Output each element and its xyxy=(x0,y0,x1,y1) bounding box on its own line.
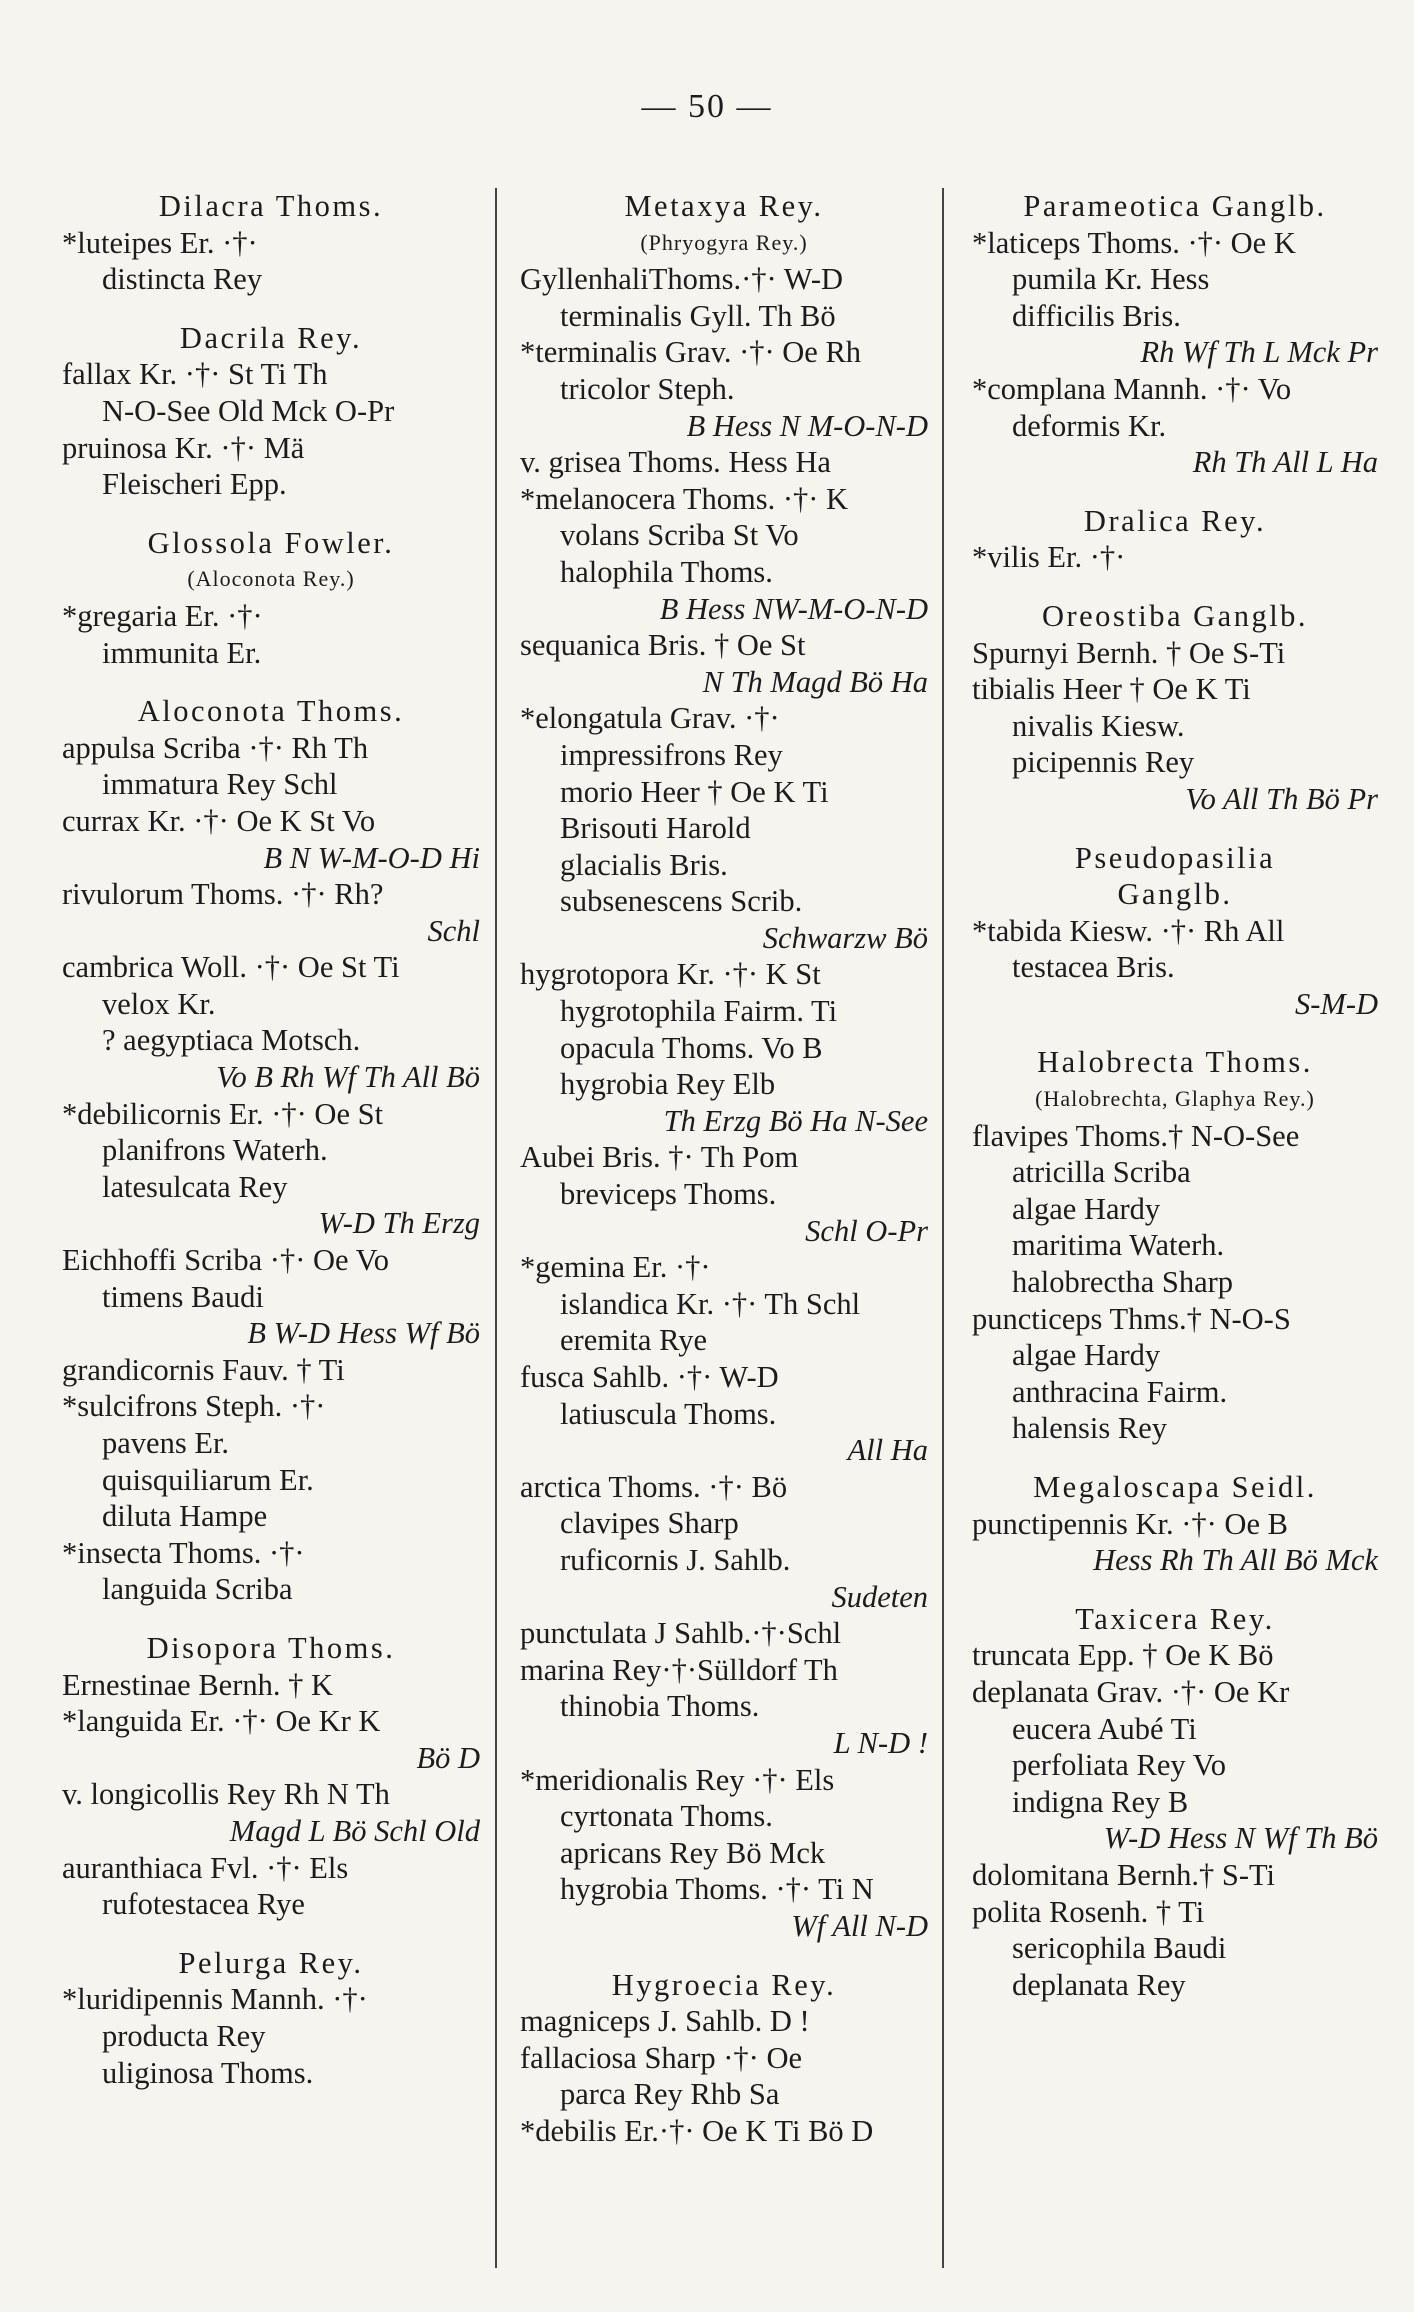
species-entry: *elongatula Grav. ·†· xyxy=(520,701,780,736)
species-entry-sub: picipennis Rey xyxy=(1012,745,1195,780)
species-entry-sub: languida Scriba xyxy=(102,1572,293,1607)
species-entry: *luteipes Er. ·†· xyxy=(62,225,258,260)
genus-heading: Pseudopasilia xyxy=(1074,840,1276,875)
species-entry: rivulorum Thoms. ·†· Rh? xyxy=(62,877,384,912)
species-entry: *insecta Thoms. ·†· xyxy=(62,1535,305,1570)
distribution-line: Magd L Bö Schl Old xyxy=(229,1813,480,1848)
distribution-line: Wf All N-D xyxy=(791,1908,928,1943)
species-entry-sub: halobrectha Sharp xyxy=(1012,1265,1234,1300)
species-entry: *melanocera Thoms. ·†· K xyxy=(520,481,849,516)
spacer xyxy=(972,576,1378,598)
distribution-line: B Hess N M-O-N-D xyxy=(686,408,928,443)
genus-heading: Dralica Rey. xyxy=(1083,503,1267,538)
species-entry: currax Kr. ·†· Oe K St Vo xyxy=(62,803,376,838)
column-1 xyxy=(62,188,480,2272)
genus-heading: Metaxya Rey. xyxy=(624,189,824,223)
species-entry-sub: sericophila Baudi xyxy=(1012,1931,1227,1966)
genus-heading: Ganglb. xyxy=(1117,877,1233,912)
distribution-line: Vo B Rh Wf Th All Bö xyxy=(216,1060,480,1095)
species-entry: *gregaria Er. ·†· xyxy=(62,598,263,633)
species-entry-sub: tricolor Steph. xyxy=(560,371,735,406)
species-entry: grandicornis Fauv. † Ti xyxy=(62,1352,345,1387)
species-entry-sub: eremita Rye xyxy=(560,1323,707,1358)
spacer xyxy=(62,298,480,320)
genus-heading: Megaloscapa Seidl. xyxy=(1033,1470,1317,1504)
species-entry: fallaciosa Sharp ·†· Oe xyxy=(520,2040,803,2075)
species-entry: flavipes Thoms.† N-O-See xyxy=(972,1118,1300,1153)
species-entry: polita Rosenh. † Ti xyxy=(972,1894,1205,1929)
spacer xyxy=(62,1923,480,1945)
distribution-line: Schl O-Pr xyxy=(805,1213,928,1248)
species-entry: pruinosa Kr. ·†· Mä xyxy=(62,430,305,465)
species-entry: *debilis Er.·†· Oe K Ti Bö D xyxy=(520,2113,874,2148)
species-entry-sub: ruficornis J. Sahlb. xyxy=(560,1542,791,1577)
species-entry-sub: islandica Kr. ·†· Th Schl xyxy=(560,1286,861,1321)
species-entry-sub: nivalis Kiesw. xyxy=(1012,708,1185,743)
species-entry: *complana Mannh. ·†· Vo xyxy=(972,371,1292,406)
species-entry-sub: latiuscula Thoms. xyxy=(560,1396,777,1431)
species-entry: Eichhoffi Scriba ·†· Oe Vo xyxy=(62,1243,389,1278)
species-entry-sub: subsenescens Scrib. xyxy=(560,884,803,919)
spacer xyxy=(972,481,1378,503)
species-entry-sub: apricans Rey Bö Mck xyxy=(560,1835,826,1870)
species-entry-sub: halophila Thoms. xyxy=(560,554,773,589)
species-entry-sub: cyrtonata Thoms. xyxy=(560,1799,773,1834)
species-entry-sub: difficilis Bris. xyxy=(1012,298,1181,333)
spacer xyxy=(972,1447,1378,1469)
species-entry-sub: terminalis Gyll. Th Bö xyxy=(560,298,836,333)
species-entry: appulsa Scriba ·†· Rh Th xyxy=(62,730,369,765)
species-entry-sub: perfoliata Rey Vo xyxy=(1012,1748,1227,1783)
spacer xyxy=(972,818,1378,840)
species-entry: arctica Thoms. ·†· Bö xyxy=(520,1469,788,1504)
species-entry-sub: hygrobia Rey Elb xyxy=(560,1067,776,1102)
species-entry-sub: volans Scriba St Vo xyxy=(560,518,799,553)
species-entry-sub: distincta Rey xyxy=(102,262,263,297)
species-entry-sub: algae Hardy xyxy=(1012,1191,1161,1226)
species-entry-sub: indigna Rey B xyxy=(1012,1784,1189,1819)
species-entry-sub: glacialis Bris. xyxy=(560,847,728,882)
species-entry: *luridipennis Mannh. ·†· xyxy=(62,1982,368,2017)
spacer xyxy=(972,1579,1378,1601)
species-entry: puncticeps Thms.† N-O-S xyxy=(972,1301,1291,1336)
synonym-note: (Aloconota Rey.) xyxy=(187,566,355,592)
distribution-line: L N-D ! xyxy=(833,1725,928,1760)
column-divider xyxy=(942,188,944,2268)
distribution-line: Th Erzg Bö Ha N-See xyxy=(663,1103,928,1138)
species-entry: fusca Sahlb. ·†· W-D xyxy=(520,1360,779,1394)
species-entry: fallax Kr. ·†· St Ti Th xyxy=(62,357,328,392)
species-entry: punctipennis Kr. ·†· Oe B xyxy=(972,1506,1288,1541)
species-entry: auranthiaca Fvl. ·†· Els xyxy=(62,1850,349,1885)
distribution-line: B N W-M-O-D Hi xyxy=(263,840,480,875)
spacer xyxy=(520,1945,928,1967)
species-entry-sub: algae Hardy xyxy=(1012,1338,1161,1373)
column-2 xyxy=(520,188,928,2272)
species-entry-sub: immatura Rey Schl xyxy=(102,767,338,802)
distribution-line: N Th Magd Bö Ha xyxy=(702,664,928,699)
distribution-line: All Ha xyxy=(847,1433,928,1468)
species-entry-sub: anthracina Fairm. xyxy=(1012,1374,1228,1409)
genus-heading: Dacrila Rey. xyxy=(179,320,363,355)
species-entry-sub: thinobia Thoms. xyxy=(560,1689,760,1724)
species-entry-sub: planifrons Waterh. xyxy=(102,1133,328,1168)
species-entry-sub: ? aegyptiaca Motsch. xyxy=(102,1023,361,1058)
spacer xyxy=(62,503,480,525)
species-entry-sub: parca Rey Rhb Sa xyxy=(560,2077,780,2112)
species-entry: deplanata Grav. ·†· Oe Kr xyxy=(972,1674,1290,1709)
species-entry-sub: testacea Bris. xyxy=(1012,950,1175,985)
species-entry: v. grisea Thoms. Hess Ha xyxy=(520,445,831,480)
species-entry: *debilicornis Er. ·†· Oe St xyxy=(62,1096,384,1131)
species-entry: dolomitana Bernh.† S-Ti xyxy=(972,1857,1276,1892)
species-entry-sub: eucera Aubé Ti xyxy=(1012,1711,1197,1746)
species-entry-sub: atricilla Scriba xyxy=(1012,1155,1191,1190)
species-entry-sub: morio Heer † Oe K Ti xyxy=(560,774,829,809)
spacer xyxy=(62,1608,480,1630)
column-divider xyxy=(495,188,497,2268)
species-entry-sub: immunita Er. xyxy=(102,635,262,670)
species-entry-sub: opacula Thoms. Vo B xyxy=(560,1030,823,1065)
genus-heading: Pelurga Rey. xyxy=(178,1945,364,1980)
spacer xyxy=(972,1022,1378,1044)
species-entry: tibialis Heer † Oe K Ti xyxy=(972,672,1251,707)
species-entry-sub: hygrobia Thoms. ·†· Ti N xyxy=(560,1872,874,1907)
species-entry-sub: timens Baudi xyxy=(102,1279,264,1314)
species-entry-sub: rufotestacea Rye xyxy=(102,1887,305,1922)
species-entry: hygrotopora Kr. ·†· K St xyxy=(520,957,821,992)
distribution-line: Bö D xyxy=(416,1740,480,1775)
species-entry-sub: N-O-See Old Mck O-Pr xyxy=(102,393,395,428)
species-entry: *meridionalis Rey ·†· Els xyxy=(520,1762,835,1797)
page-number: — 50 — xyxy=(641,88,773,125)
species-entry: *sulcifrons Steph. ·†· xyxy=(62,1389,326,1424)
species-entry: *tabida Kiesw. ·†· Rh All xyxy=(972,913,1285,948)
species-entry-sub: Brisouti Harold xyxy=(560,811,751,846)
distribution-line: W-D Hess N Wf Th Bö xyxy=(1103,1821,1378,1856)
species-entry-sub: latesulcata Rey xyxy=(102,1169,288,1204)
distribution-line: Schl xyxy=(427,913,480,948)
genus-heading: Oreostiba Ganglb. xyxy=(1041,598,1309,633)
synonym-note: (Halobrechta, Glaphya Rey.) xyxy=(1035,1086,1315,1112)
species-entry-sub: velox Kr. xyxy=(102,986,216,1021)
distribution-line: Schwarzw Bö xyxy=(762,920,928,955)
species-entry-sub: breviceps Thoms. xyxy=(560,1177,777,1212)
genus-heading: Taxicera Rey. xyxy=(1075,1601,1275,1636)
spacer xyxy=(62,671,480,693)
species-entry: Aubei Bris. †· Th Pom xyxy=(520,1140,799,1175)
species-entry-sub: quisquiliarum Er. xyxy=(102,1462,314,1497)
genus-heading: Aloconota Thoms. xyxy=(137,694,405,729)
species-entry-sub: pumila Kr. Hess xyxy=(1012,262,1210,297)
species-entry-sub: deplanata Rey xyxy=(1012,1967,1186,2002)
species-entry: truncata Epp. † Oe K Bö xyxy=(972,1638,1274,1673)
column-3 xyxy=(972,188,1378,2272)
distribution-line: Vo All Th Bö Pr xyxy=(1185,781,1378,816)
distribution-line: Rh Th All L Ha xyxy=(1192,445,1378,480)
species-entry: magniceps J. Sahlb. D ! xyxy=(520,2004,810,2039)
genus-heading: Glossola Fowler. xyxy=(147,525,395,560)
genus-heading: Halobrecta Thoms. xyxy=(1037,1045,1313,1080)
genus-heading: Dilacra Thoms. xyxy=(158,189,384,223)
species-entry-sub: deformis Kr. xyxy=(1012,408,1167,443)
species-entry-sub: pavens Er. xyxy=(102,1426,230,1460)
genus-heading: Disopora Thoms. xyxy=(146,1630,396,1665)
distribution-line: Rh Wf Th L Mck Pr xyxy=(1140,335,1378,370)
species-entry-sub: halensis Rey xyxy=(1012,1411,1168,1446)
species-entry-sub: uliginosa Thoms. xyxy=(102,2055,314,2090)
genus-heading: Parameotica Ganglb. xyxy=(1023,189,1327,223)
distribution-line: Hess Rh Th All Bö Mck xyxy=(1093,1543,1378,1578)
synonym-note: (Phryogyra Rey.) xyxy=(640,229,808,255)
species-entry-sub: hygrotophila Fairm. Ti xyxy=(560,994,838,1029)
species-entry: *languida Er. ·†· Oe Kr K xyxy=(62,1704,381,1739)
species-entry: *laticeps Thoms. ·†· Oe K xyxy=(972,225,1296,260)
species-entry-sub: clavipes Sharp xyxy=(560,1506,739,1541)
species-entry: *vilis Er. ·†· xyxy=(972,540,1126,575)
species-entry-sub: maritima Waterh. xyxy=(1012,1228,1225,1263)
distribution-line: W-D Th Erzg xyxy=(318,1206,480,1241)
genus-heading: Hygroecia Rey. xyxy=(611,1967,837,2002)
species-entry: GyllenhaliThoms.·†· W-D xyxy=(520,262,844,297)
species-entry: *gemina Er. ·†· xyxy=(520,1250,711,1285)
species-entry: sequanica Bris. † Oe St xyxy=(520,628,806,663)
species-entry: Ernestinae Bernh. † K xyxy=(62,1667,334,1702)
species-entry: cambrica Woll. ·†· Oe St Ti xyxy=(62,950,400,985)
species-entry-sub: diluta Hampe xyxy=(102,1499,268,1534)
species-entry: *terminalis Grav. ·†· Oe Rh xyxy=(520,335,862,370)
species-entry-sub: Fleischeri Epp. xyxy=(102,467,287,502)
species-entry: marina Rey·†·Sülldorf Th xyxy=(520,1652,838,1687)
species-entry: Spurnyi Bernh. † Oe S-Ti xyxy=(972,635,1286,670)
species-entry: v. longicollis Rey Rh N Th xyxy=(62,1777,390,1812)
species-entry-sub: impressifrons Rey xyxy=(560,737,783,772)
distribution-line: B W-D Hess Wf Bö xyxy=(247,1316,480,1351)
species-entry: punctulata J Sahlb.·†·Schl xyxy=(520,1616,842,1651)
distribution-line: S-M-D xyxy=(1295,986,1378,1021)
distribution-line: B Hess NW-M-O-N-D xyxy=(659,591,928,626)
species-entry-sub: producta Rey xyxy=(102,2018,266,2053)
distribution-line: Sudeten xyxy=(831,1579,928,1614)
